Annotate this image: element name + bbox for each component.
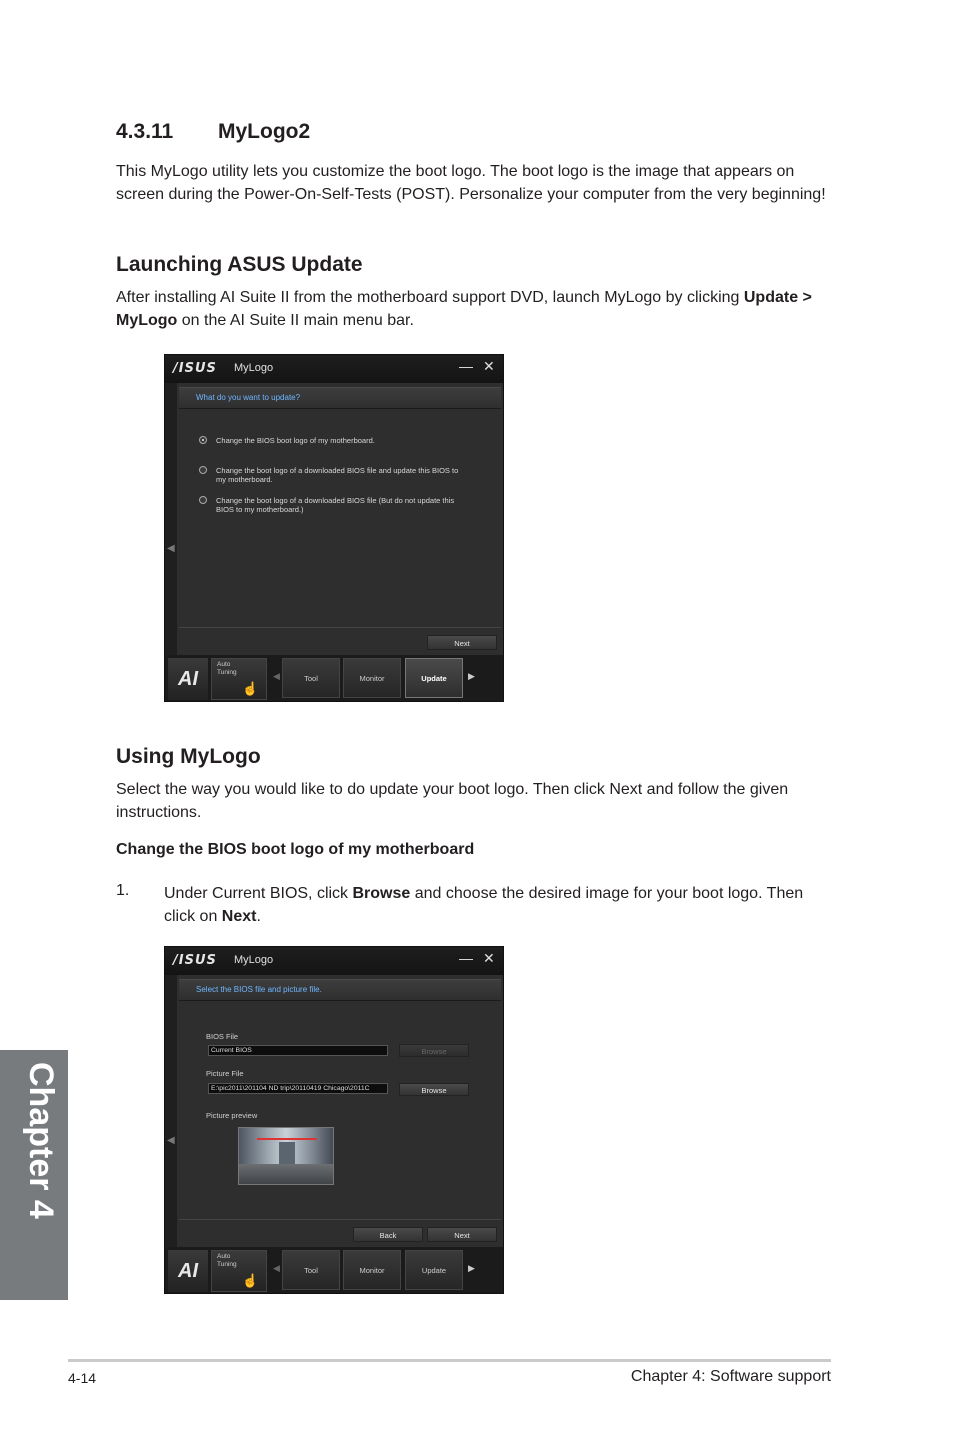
option-label: Change the boot logo of a downloaded BIOS file (But do not update this BIOS to my motherboard.) (216, 496, 455, 514)
intro-paragraph: This MyLogo utility lets you customize the boot logo. The boot logo is the image that appears on screen during the Power-On-Self-Tests (POST). Personalize your computer from the very beginning! (116, 163, 826, 203)
monitor-menu-button[interactable]: Monitor (343, 1250, 401, 1290)
next-button[interactable]: Next (427, 635, 497, 650)
radio-button[interactable] (199, 496, 207, 504)
step-text: Under Current BIOS, click (164, 885, 353, 902)
picture-file-label: Picture File (206, 1069, 244, 1078)
radio-button-selected[interactable] (199, 436, 207, 444)
update-menu-button[interactable]: Update (405, 658, 463, 698)
browse-bios-button[interactable]: Browse (399, 1044, 469, 1057)
radio-button[interactable] (199, 466, 207, 474)
title-bar[interactable] (165, 947, 504, 975)
section-number: 4.3.11 (116, 120, 174, 143)
auto-tuning-label: Auto Tuning (217, 661, 237, 676)
using-paragraph: Select the way you would like to do update your boot logo. Then click Next and follow the given instructions. (116, 781, 789, 821)
nav-left-arrow-icon[interactable]: ◀ (273, 671, 280, 681)
asus-logo: /ISUS (173, 953, 217, 968)
hand-pointer-icon: ☝ (242, 1273, 259, 1288)
divider (179, 627, 501, 628)
picture-file-field[interactable]: E:\pic2011\201104 ND trip\20110419 Chicago\2011C (208, 1083, 388, 1094)
tool-menu-button[interactable]: Tool (282, 658, 340, 698)
ai-suite-menu-bar (165, 1247, 504, 1294)
next-button[interactable]: Next (427, 1227, 497, 1242)
side-panel-toggle[interactable] (165, 975, 177, 1247)
preview-floor (239, 1164, 334, 1185)
step-1-text (164, 882, 836, 928)
step-text-mid: and choose the desired image for your boot logo. Then click on (164, 885, 804, 925)
window-title: MyLogo (234, 954, 274, 966)
launching-text: After installing AI Suite II from the motherboard support DVD, launch MyLogo by clicking (116, 289, 744, 306)
auto-tuning-label: Auto Tuning (217, 1253, 237, 1268)
window-content (177, 975, 504, 1247)
tool-menu-button[interactable]: Tool (282, 1250, 340, 1290)
launching-text-end: on the AI Suite II main menu bar. (177, 312, 414, 329)
option-label: Change the BIOS boot logo of my motherboard. (216, 436, 375, 445)
chapter-tab-label: Chapter 4 (22, 1062, 60, 1219)
back-button[interactable]: Back (353, 1227, 423, 1242)
nav-left-arrow-icon[interactable]: ◀ (273, 1263, 280, 1273)
step-next: Next (221, 908, 257, 925)
chapter-side-tab (0, 1050, 68, 1300)
minimize-icon[interactable]: — (459, 358, 473, 374)
update-menu-button[interactable]: Update (405, 1250, 463, 1290)
footer-divider (68, 1359, 831, 1362)
asus-logo: /ISUS (173, 361, 217, 376)
page-number: 4-14 (68, 1370, 97, 1386)
bios-file-field[interactable]: Current BIOS (208, 1045, 388, 1056)
question-bar (179, 387, 501, 409)
preview-detail (257, 1138, 317, 1140)
close-icon[interactable]: ✕ (483, 950, 495, 966)
divider (179, 1219, 501, 1220)
picture-preview-image (238, 1127, 334, 1185)
mylogo-window-select (164, 354, 504, 702)
chevron-left-icon: ◀ (167, 543, 175, 554)
window-content (177, 383, 504, 655)
window-title: MyLogo (234, 362, 274, 374)
question-bar (179, 979, 501, 1001)
browse-picture-button[interactable]: Browse (399, 1083, 469, 1096)
picture-preview-label: Picture preview (206, 1111, 258, 1120)
minimize-icon[interactable]: — (459, 950, 473, 966)
close-icon[interactable]: ✕ (483, 358, 495, 374)
option-label: Change the boot logo of a downloaded BIOS file and update this BIOS to my motherboard. (216, 466, 459, 484)
chevron-left-icon: ◀ (167, 1135, 175, 1146)
side-panel-toggle[interactable] (165, 383, 177, 655)
footer-chapter-title: Chapter 4: Software support (630, 1368, 831, 1385)
step-text-end: . (256, 908, 261, 925)
launching-paragraph (116, 286, 836, 332)
nav-right-arrow-icon[interactable]: ▶ (468, 1263, 475, 1273)
ai-suite-menu-bar (165, 655, 504, 702)
title-bar[interactable] (165, 355, 504, 383)
monitor-menu-button[interactable]: Monitor (343, 658, 401, 698)
auto-tuning-button[interactable] (211, 1250, 267, 1292)
launching-heading: Launching ASUS Update (116, 253, 363, 276)
section-title: MyLogo2 (218, 120, 311, 143)
nav-right-arrow-icon[interactable]: ▶ (468, 671, 475, 681)
bios-file-label: BIOS File (206, 1032, 239, 1041)
ai-suite-logo[interactable]: AI (168, 658, 208, 700)
question-text: Select the BIOS file and picture file. (196, 985, 322, 994)
step-number: 1. (116, 882, 130, 899)
ai-suite-logo[interactable]: AI (168, 1250, 208, 1292)
question-text: What do you want to update? (196, 393, 301, 402)
change-bios-subheading: Change the BIOS boot logo of my motherboard (116, 841, 475, 858)
launching-menu-path: Update > MyLogo (116, 289, 812, 329)
using-heading: Using MyLogo (116, 745, 261, 768)
hand-pointer-icon: ☝ (242, 681, 259, 696)
step-browse: Browse (352, 885, 411, 902)
auto-tuning-button[interactable] (211, 658, 267, 700)
mylogo-window-files (164, 946, 504, 1294)
section-heading (116, 120, 310, 144)
